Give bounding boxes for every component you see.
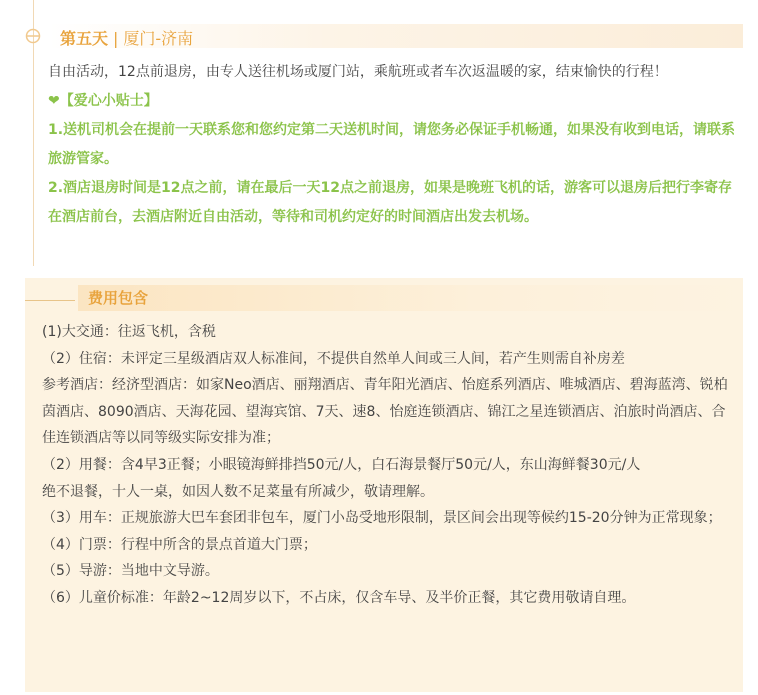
fee-line-vehicle: （3）用车：正规旅游大巴车套团非包车，厦门小岛受地形限制，景区间会出现等候约15-20分钟为正常现象； bbox=[42, 510, 722, 527]
day-description: 自由活动，12点前退房，由专人送往机场或厦门站，乘航班或者车次返温暖的家，结束愉快的行程！ bbox=[48, 64, 668, 80]
fee-content bbox=[42, 319, 732, 612]
fee-header-line bbox=[25, 300, 75, 301]
tips-heading bbox=[48, 87, 744, 116]
fee-line-children: （6）儿童价标准：年龄2~12周岁以下，不占床，仅含车导、及半价正餐，其它费用敬请自理。 bbox=[42, 589, 636, 606]
day-separator: | bbox=[113, 29, 119, 48]
heart-icon: ❤ bbox=[48, 93, 60, 109]
tip-item-2: 2.酒店退房时间是12点之前，请在最后一天12点之前退房，如果是晚班飞机的话，游客可以退房后把行李寄存在酒店前台，去酒店附近自由活动，等待和司机约定好的时间酒店出发去机场。 bbox=[48, 180, 733, 225]
tip-item-1: 1.送机司机会在提前一天联系您和您约定第二天送机时间，请您务必保证手机畅通，如果没有收到电话，请联系旅游管家。 bbox=[48, 122, 736, 167]
day-number: 第五天 bbox=[60, 29, 109, 48]
fee-line-transport: (1)大交通：往返飞机，含税 bbox=[42, 324, 216, 340]
fee-title: 费用包含 bbox=[88, 289, 149, 307]
fee-line-ref-hotels: 参考酒店：经济型酒店：如家Neo酒店、丽翔酒店、青年阳光酒店、怡庭系列酒店、唯城酒店、碧海蓝湾、锐柏茵酒店、8090酒店、天海花园、望海宾馆、7天、速8、怡庭连锁酒店、锦江之星连锁酒店、泊旅时尚酒店、合佳连锁酒店等以同等级实际安排为准； bbox=[42, 377, 728, 447]
fee-line-hotel: （2）住宿：未评定三星级酒店双人标准间，不提供自然单人间或三人间，若产生则需自补房差 bbox=[42, 350, 625, 367]
timeline-dot-icon bbox=[25, 28, 41, 44]
fee-line-guide: （5）导游：当地中文导游。 bbox=[42, 563, 219, 580]
fee-line-meals-note: 绝不退餐，十人一桌，如因人数不足菜量有所减少，敬请理解。 bbox=[42, 483, 434, 500]
day-content bbox=[48, 58, 744, 232]
tips-title: 【爱心小贴士】 bbox=[59, 93, 158, 109]
fee-line-tickets: （4）门票：行程中所含的景点首道大门票； bbox=[42, 536, 317, 553]
fee-header-band bbox=[78, 285, 743, 311]
fee-line-meals: （2）用餐：含4早3正餐；小眼镜海鲜排挡50元/人，白石海景餐厅50元/人，东山海鲜餐30元/人 bbox=[42, 456, 641, 473]
day-header bbox=[60, 26, 193, 49]
day-route: 厦门-济南 bbox=[123, 29, 194, 48]
